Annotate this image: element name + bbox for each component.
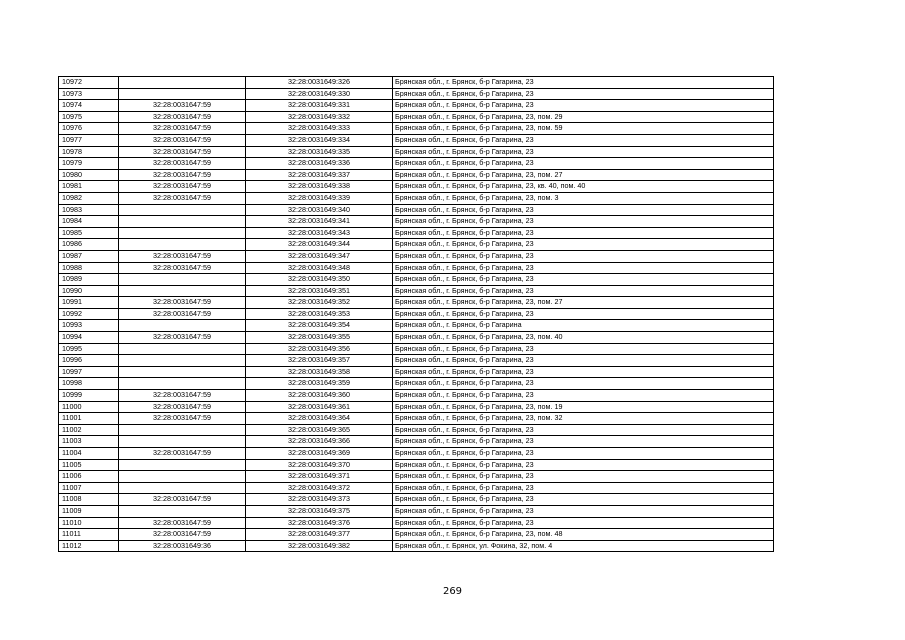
row-number-cell: 10975	[59, 111, 119, 123]
table-row	[59, 355, 774, 367]
address-cell: Брянская обл., г. Брянск, ул. Фокина, 32, пом. 4	[393, 540, 774, 552]
cadastral-number-cell: 32:28:0031649:347	[246, 250, 393, 262]
previous-cadastral-number-cell: 32:28:0031647:59	[119, 169, 246, 181]
table-row	[59, 517, 774, 529]
cadastral-number-cell: 32:28:0031649:340	[246, 204, 393, 216]
cadastral-number-cell: 32:28:0031649:339	[246, 192, 393, 204]
address-cell: Брянская обл., г. Брянск, б-р Гагарина, 23	[393, 250, 774, 262]
cadastral-number-cell: 32:28:0031649:331	[246, 100, 393, 112]
table-row	[59, 158, 774, 170]
address-cell: Брянская обл., г. Брянск, б-р Гагарина, 23	[393, 262, 774, 274]
previous-cadastral-number-cell: 32:28:0031647:59	[119, 100, 246, 112]
table-body	[59, 77, 774, 552]
address-cell: Брянская обл., г. Брянск, б-р Гагарина, 23	[393, 343, 774, 355]
table-row	[59, 77, 774, 89]
table-row	[59, 88, 774, 100]
address-cell: Брянская обл., г. Брянск, б-р Гагарина, 23	[393, 390, 774, 402]
row-number-cell: 10987	[59, 250, 119, 262]
row-number-cell: 11004	[59, 448, 119, 460]
table-row	[59, 494, 774, 506]
previous-cadastral-number-cell: 32:28:0031647:59	[119, 123, 246, 135]
table-row	[59, 459, 774, 471]
table-row	[59, 366, 774, 378]
cadastral-number-cell: 32:28:0031649:333	[246, 123, 393, 135]
cadastral-number-cell: 32:28:0031649:343	[246, 227, 393, 239]
address-cell: Брянская обл., г. Брянск, б-р Гагарина, 23	[393, 77, 774, 89]
previous-cadastral-number-cell	[119, 227, 246, 239]
row-number-cell: 11003	[59, 436, 119, 448]
cadastral-number-cell: 32:28:0031649:364	[246, 413, 393, 425]
previous-cadastral-number-cell	[119, 505, 246, 517]
address-cell: Брянская обл., г. Брянск, б-р Гагарина, 23, пом. 29	[393, 111, 774, 123]
row-number-cell: 11009	[59, 505, 119, 517]
row-number-cell: 10993	[59, 320, 119, 332]
address-cell: Брянская обл., г. Брянск, б-р Гагарина, 23, пом. 48	[393, 529, 774, 541]
address-cell: Брянская обл., г. Брянск, б-р Гагарина, 23	[393, 274, 774, 286]
address-cell: Брянская обл., г. Брянск, б-р Гагарина, 23	[393, 517, 774, 529]
table-row	[59, 123, 774, 135]
previous-cadastral-number-cell: 32:28:0031649:36	[119, 540, 246, 552]
row-number-cell: 10991	[59, 297, 119, 309]
cadastral-number-cell: 32:28:0031649:356	[246, 343, 393, 355]
row-number-cell: 10972	[59, 77, 119, 89]
previous-cadastral-number-cell: 32:28:0031647:59	[119, 448, 246, 460]
previous-cadastral-number-cell	[119, 424, 246, 436]
cadastral-number-cell: 32:28:0031649:344	[246, 239, 393, 251]
cadastral-number-cell: 32:28:0031649:361	[246, 401, 393, 413]
table-row	[59, 424, 774, 436]
row-number-cell: 11000	[59, 401, 119, 413]
previous-cadastral-number-cell: 32:28:0031647:59	[119, 250, 246, 262]
row-number-cell: 10999	[59, 390, 119, 402]
cadastral-number-cell: 32:28:0031649:355	[246, 332, 393, 344]
address-cell: Брянская обл., г. Брянск, б-р Гагарина, 23	[393, 239, 774, 251]
row-number-cell: 10982	[59, 192, 119, 204]
previous-cadastral-number-cell	[119, 239, 246, 251]
previous-cadastral-number-cell	[119, 471, 246, 483]
table-row	[59, 262, 774, 274]
previous-cadastral-number-cell	[119, 204, 246, 216]
row-number-cell: 10996	[59, 355, 119, 367]
row-number-cell: 10973	[59, 88, 119, 100]
cadastral-number-cell: 32:28:0031649:348	[246, 262, 393, 274]
cadastral-number-cell: 32:28:0031649:351	[246, 285, 393, 297]
cadastral-number-cell: 32:28:0031649:335	[246, 146, 393, 158]
row-number-cell: 10981	[59, 181, 119, 193]
table-row	[59, 471, 774, 483]
row-number-cell: 10979	[59, 158, 119, 170]
previous-cadastral-number-cell: 32:28:0031647:59	[119, 181, 246, 193]
table-row	[59, 308, 774, 320]
cadastral-number-cell: 32:28:0031649:370	[246, 459, 393, 471]
address-cell: Брянская обл., г. Брянск, б-р Гагарина, 23	[393, 459, 774, 471]
cadastral-number-cell: 32:28:0031649:354	[246, 320, 393, 332]
table-row	[59, 204, 774, 216]
previous-cadastral-number-cell: 32:28:0031647:59	[119, 111, 246, 123]
table-row	[59, 413, 774, 425]
previous-cadastral-number-cell: 32:28:0031647:59	[119, 297, 246, 309]
table-row	[59, 216, 774, 228]
previous-cadastral-number-cell: 32:28:0031647:59	[119, 146, 246, 158]
cadastral-number-cell: 32:28:0031649:326	[246, 77, 393, 89]
row-number-cell: 11012	[59, 540, 119, 552]
row-number-cell: 10995	[59, 343, 119, 355]
cadastral-number-cell: 32:28:0031649:336	[246, 158, 393, 170]
previous-cadastral-number-cell	[119, 274, 246, 286]
address-cell: Брянская обл., г. Брянск, б-р Гагарина, 23	[393, 482, 774, 494]
table-row	[59, 448, 774, 460]
address-cell: Брянская обл., г. Брянск, б-р Гагарина, 23, пом. 59	[393, 123, 774, 135]
table-row	[59, 436, 774, 448]
address-cell: Брянская обл., г. Брянск, б-р Гагарина, 23	[393, 158, 774, 170]
table-row	[59, 111, 774, 123]
previous-cadastral-number-cell	[119, 88, 246, 100]
row-number-cell: 10997	[59, 366, 119, 378]
row-number-cell: 11007	[59, 482, 119, 494]
row-number-cell: 10989	[59, 274, 119, 286]
previous-cadastral-number-cell	[119, 343, 246, 355]
address-cell: Брянская обл., г. Брянск, б-р Гагарина, 23	[393, 505, 774, 517]
table-row	[59, 250, 774, 262]
cadastral-number-cell: 32:28:0031649:337	[246, 169, 393, 181]
address-cell: Брянская обл., г. Брянск, б-р Гагарина, 23	[393, 355, 774, 367]
previous-cadastral-number-cell: 32:28:0031647:59	[119, 158, 246, 170]
row-number-cell: 10988	[59, 262, 119, 274]
table-row	[59, 227, 774, 239]
table-row	[59, 285, 774, 297]
row-number-cell: 11011	[59, 529, 119, 541]
cadastral-number-cell: 32:28:0031649:358	[246, 366, 393, 378]
previous-cadastral-number-cell: 32:28:0031647:59	[119, 192, 246, 204]
previous-cadastral-number-cell	[119, 378, 246, 390]
table-row	[59, 239, 774, 251]
table-row	[59, 505, 774, 517]
address-cell: Брянская обл., г. Брянск, б-р Гагарина, 23, пом. 40	[393, 332, 774, 344]
previous-cadastral-number-cell: 32:28:0031647:59	[119, 390, 246, 402]
previous-cadastral-number-cell: 32:28:0031647:59	[119, 262, 246, 274]
previous-cadastral-number-cell	[119, 436, 246, 448]
row-number-cell: 11006	[59, 471, 119, 483]
address-cell: Брянская обл., г. Брянск, б-р Гагарина, 23	[393, 216, 774, 228]
row-number-cell: 10986	[59, 239, 119, 251]
previous-cadastral-number-cell: 32:28:0031647:59	[119, 134, 246, 146]
address-cell: Брянская обл., г. Брянск, б-р Гагарина, 23, пом. 32	[393, 413, 774, 425]
previous-cadastral-number-cell	[119, 77, 246, 89]
address-cell: Брянская обл., г. Брянск, б-р Гагарина, 23	[393, 366, 774, 378]
address-cell: Брянская обл., г. Брянск, б-р Гагарина, 23	[393, 424, 774, 436]
address-cell: Брянская обл., г. Брянск, б-р Гагарина, 23, пом. 3	[393, 192, 774, 204]
previous-cadastral-number-cell: 32:28:0031647:59	[119, 413, 246, 425]
row-number-cell: 10985	[59, 227, 119, 239]
table-row	[59, 529, 774, 541]
previous-cadastral-number-cell	[119, 459, 246, 471]
table-row	[59, 274, 774, 286]
cadastral-number-cell: 32:28:0031649:369	[246, 448, 393, 460]
previous-cadastral-number-cell: 32:28:0031647:59	[119, 401, 246, 413]
row-number-cell: 10990	[59, 285, 119, 297]
address-cell: Брянская обл., г. Брянск, б-р Гагарина, 23	[393, 378, 774, 390]
cadastral-number-cell: 32:28:0031649:371	[246, 471, 393, 483]
address-cell: Брянская обл., г. Брянск, б-р Гагарина, 23	[393, 134, 774, 146]
address-cell: Брянская обл., г. Брянск, б-р Гагарина	[393, 320, 774, 332]
address-cell: Брянская обл., г. Брянск, б-р Гагарина, 23, кв. 40, пом. 40	[393, 181, 774, 193]
table-row	[59, 134, 774, 146]
address-cell: Брянская обл., г. Брянск, б-р Гагарина, 23	[393, 471, 774, 483]
address-cell: Брянская обл., г. Брянск, б-р Гагарина, 23	[393, 100, 774, 112]
table-row	[59, 332, 774, 344]
row-number-cell: 10992	[59, 308, 119, 320]
row-number-cell: 10983	[59, 204, 119, 216]
cadastral-number-cell: 32:28:0031649:338	[246, 181, 393, 193]
address-cell: Брянская обл., г. Брянск, б-р Гагарина, 23, пом. 27	[393, 169, 774, 181]
cadastral-table	[58, 76, 774, 552]
previous-cadastral-number-cell	[119, 216, 246, 228]
row-number-cell: 10994	[59, 332, 119, 344]
table-row	[59, 378, 774, 390]
cadastral-number-cell: 32:28:0031649:366	[246, 436, 393, 448]
previous-cadastral-number-cell	[119, 285, 246, 297]
address-cell: Брянская обл., г. Брянск, б-р Гагарина, 23	[393, 146, 774, 158]
cadastral-number-cell: 32:28:0031649:365	[246, 424, 393, 436]
address-cell: Брянская обл., г. Брянск, б-р Гагарина, 23, пом. 27	[393, 297, 774, 309]
table-row	[59, 181, 774, 193]
row-number-cell: 11008	[59, 494, 119, 506]
table-row	[59, 146, 774, 158]
cadastral-number-cell: 32:28:0031649:377	[246, 529, 393, 541]
cadastral-number-cell: 32:28:0031649:334	[246, 134, 393, 146]
row-number-cell: 10984	[59, 216, 119, 228]
table-row	[59, 169, 774, 181]
cadastral-number-cell: 32:28:0031649:357	[246, 355, 393, 367]
address-cell: Брянская обл., г. Брянск, б-р Гагарина, 23	[393, 494, 774, 506]
cadastral-number-cell: 32:28:0031649:360	[246, 390, 393, 402]
address-cell: Брянская обл., г. Брянск, б-р Гагарина, 23	[393, 308, 774, 320]
row-number-cell: 10978	[59, 146, 119, 158]
row-number-cell: 11010	[59, 517, 119, 529]
cadastral-number-cell: 32:28:0031649:330	[246, 88, 393, 100]
table-row	[59, 401, 774, 413]
row-number-cell: 11002	[59, 424, 119, 436]
table-row	[59, 540, 774, 552]
cadastral-number-cell: 32:28:0031649:372	[246, 482, 393, 494]
address-cell: Брянская обл., г. Брянск, б-р Гагарина, 23	[393, 436, 774, 448]
table-row	[59, 192, 774, 204]
row-number-cell: 10977	[59, 134, 119, 146]
address-cell: Брянская обл., г. Брянск, б-р Гагарина, 23	[393, 88, 774, 100]
row-number-cell: 11001	[59, 413, 119, 425]
cadastral-number-cell: 32:28:0031649:376	[246, 517, 393, 529]
address-cell: Брянская обл., г. Брянск, б-р Гагарина, 23	[393, 227, 774, 239]
cadastral-number-cell: 32:28:0031649:373	[246, 494, 393, 506]
address-cell: Брянская обл., г. Брянск, б-р Гагарина, 23	[393, 204, 774, 216]
cadastral-number-cell: 32:28:0031649:350	[246, 274, 393, 286]
table-row	[59, 100, 774, 112]
cadastral-number-cell: 32:28:0031649:375	[246, 505, 393, 517]
row-number-cell: 10976	[59, 123, 119, 135]
previous-cadastral-number-cell: 32:28:0031647:59	[119, 494, 246, 506]
address-cell: Брянская обл., г. Брянск, б-р Гагарина, 23	[393, 448, 774, 460]
row-number-cell: 10998	[59, 378, 119, 390]
previous-cadastral-number-cell	[119, 355, 246, 367]
cadastral-number-cell: 32:28:0031649:382	[246, 540, 393, 552]
previous-cadastral-number-cell	[119, 482, 246, 494]
cadastral-number-cell: 32:28:0031649:332	[246, 111, 393, 123]
table-row	[59, 297, 774, 309]
previous-cadastral-number-cell: 32:28:0031647:59	[119, 529, 246, 541]
previous-cadastral-number-cell	[119, 366, 246, 378]
table-row	[59, 320, 774, 332]
cadastral-number-cell: 32:28:0031649:359	[246, 378, 393, 390]
previous-cadastral-number-cell: 32:28:0031647:59	[119, 332, 246, 344]
table-row	[59, 343, 774, 355]
cadastral-number-cell: 32:28:0031649:341	[246, 216, 393, 228]
page-number: 269	[442, 586, 463, 597]
previous-cadastral-number-cell: 32:28:0031647:59	[119, 517, 246, 529]
row-number-cell: 10974	[59, 100, 119, 112]
previous-cadastral-number-cell: 32:28:0031647:59	[119, 308, 246, 320]
cadastral-number-cell: 32:28:0031649:353	[246, 308, 393, 320]
address-cell: Брянская обл., г. Брянск, б-р Гагарина, 23	[393, 285, 774, 297]
table-row	[59, 482, 774, 494]
address-cell: Брянская обл., г. Брянск, б-р Гагарина, 23, пом. 19	[393, 401, 774, 413]
table-row	[59, 390, 774, 402]
row-number-cell: 11005	[59, 459, 119, 471]
previous-cadastral-number-cell	[119, 320, 246, 332]
row-number-cell: 10980	[59, 169, 119, 181]
cadastral-number-cell: 32:28:0031649:352	[246, 297, 393, 309]
